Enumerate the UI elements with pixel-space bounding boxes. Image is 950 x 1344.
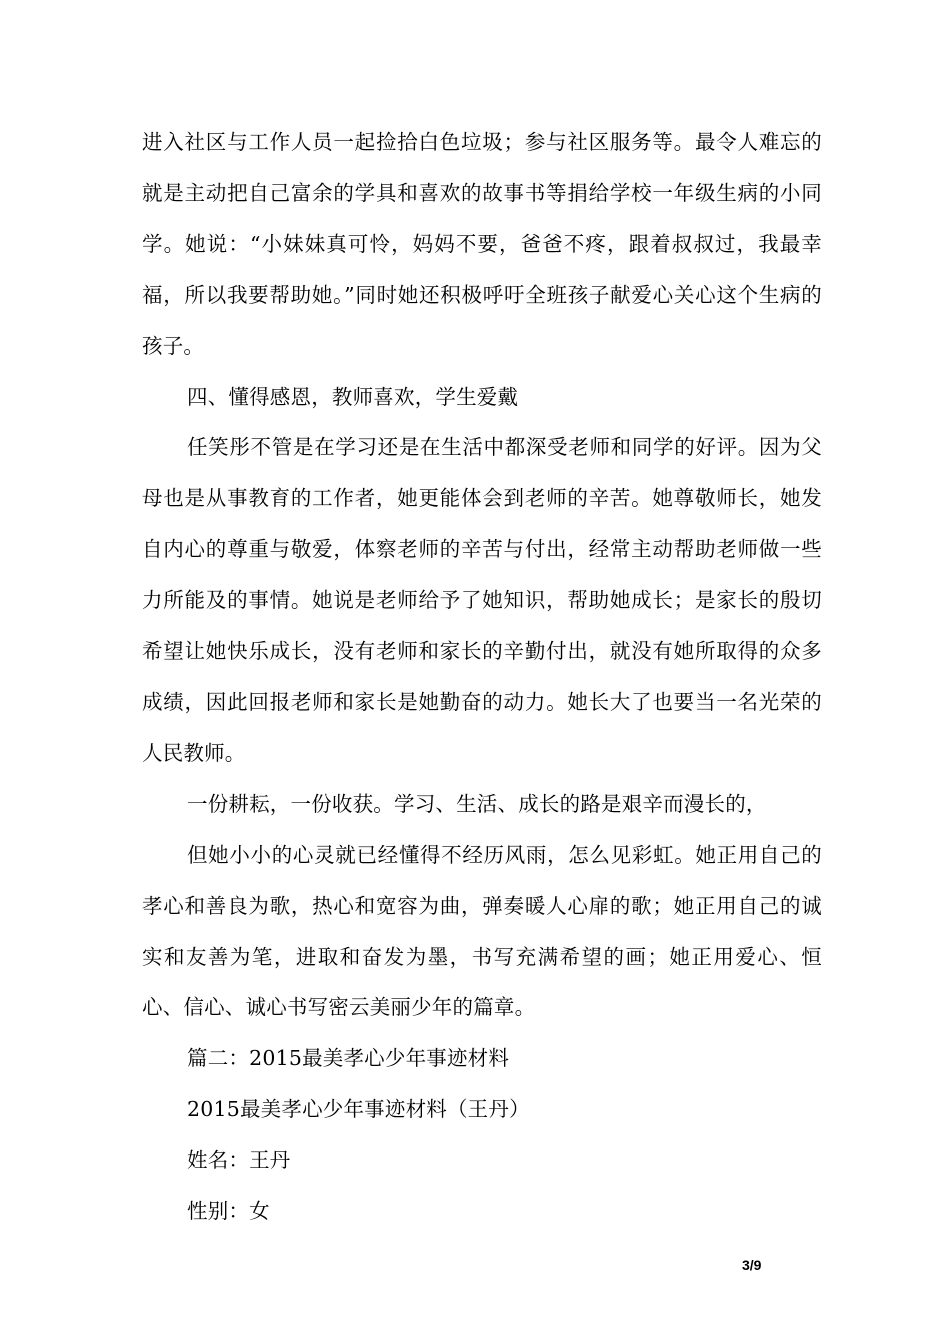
field-name: 姓名：王丹 (187, 1148, 291, 1173)
paragraph-rainbow: 但她小小的心灵就已经懂得不经历风雨，怎么见彩虹。她正用自己的孝心和善良为歌，热心和宽容为曲，弹奏暖人心扉的歌；她正用自己的诚实和友善为笔，进取和奋发为墨，书写充满希望的画；她正用爱心、恒心、信心、诚心书写密云美丽少年的篇章。 (142, 842, 822, 1020)
paragraph-teachers-students: 任笑彤不管是在学习还是在生活中都深受老师和同学的好评。因为父母也是从事教育的工作者，她更能体会到老师的辛苦。她尊敬师长，她发自内心的尊重与敬爱，体察老师的辛苦与付出，经常主动帮助老师做一些力所能及的事情。她说是老师给予了她知识，帮助她成长；是家长的殷切希望让她快乐成长，没有老师和家长的辛勤付出，就没有她所取得的众多成绩，因此回报老师和家长是她勤奋的动力。她长大了也要当一名光荣的人民教师。 (142, 435, 822, 765)
section-heading-gratitude: 四、懂得感恩，教师喜欢，学生爱戴 (187, 384, 519, 409)
page-number: 3/9 (742, 1257, 762, 1273)
paragraph-community-service: 进入社区与工作人员一起捡拾白色垃圾；参与社区服务等。最令人难忘的就是主动把自己富余的学具和喜欢的故事书等捐给学校一年级生病的小同学。她说：“小妹妹真可怜，妈妈不要，爸爸不疼，跟着叔叔过，我最幸福，所以我要帮助她。”同时她还积极呼吁全班孩子献爱心关心这个生病的孩子。 (142, 130, 822, 358)
chapter-heading-part-two: 篇二：2015最美孝心少年事迹材料 (187, 1046, 510, 1071)
document-body (142, 117, 822, 1237)
material-title: 2015最美孝心少年事迹材料（王丹） (187, 1097, 530, 1122)
paragraph-harvest: 一份耕耘，一份收获。学习、生活、成长的路是艰辛而漫长的， (187, 791, 767, 816)
field-gender: 性别：女 (187, 1199, 270, 1224)
